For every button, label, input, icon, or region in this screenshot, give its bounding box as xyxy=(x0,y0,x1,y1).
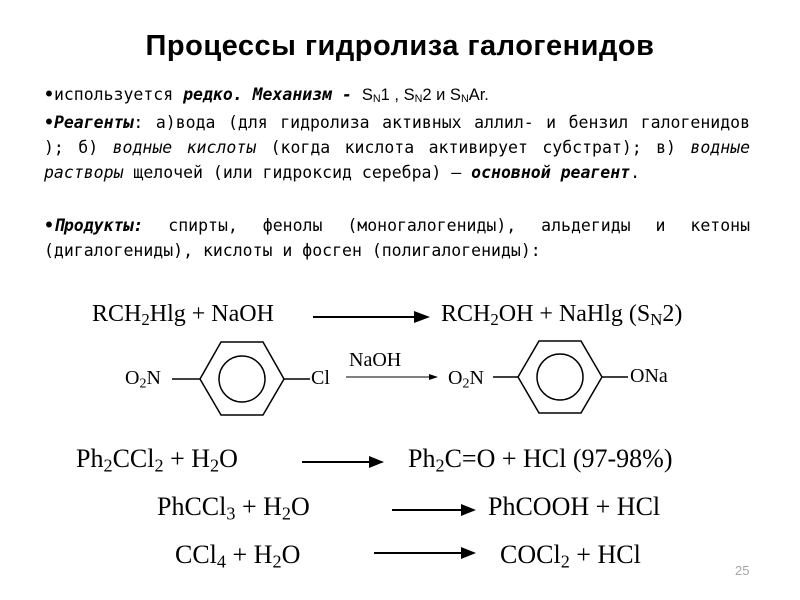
mechanism-text-a: используется xyxy=(53,85,184,104)
eq5-right: COCl$_2$ + HCl xyxy=(500,540,641,572)
sn-1: $S_N1$ , $S_N2$ и $S_NAr$. xyxy=(361,86,489,106)
products-text: спирты, фенолы (моногалогениды), альдегиды и кетоны (дигалогениды), кислоты и фосген (полигалогениды): xyxy=(44,216,750,260)
eq2-o2n-left: $O_2N$ xyxy=(125,367,161,392)
reagents-text-f: основной реагент xyxy=(471,163,631,182)
eq3-right: $Ph_2C=O$ + HCl (97-98%) xyxy=(408,444,673,476)
eq2-ona: ONa xyxy=(630,365,668,387)
reagents-text-d: водные растворы xyxy=(44,138,751,182)
eq4-right: PhCOOH + HCl xyxy=(488,492,661,521)
eq2-naoh: NaOH xyxy=(349,349,402,371)
page-number: 25 xyxy=(735,563,750,578)
mechanism-text-b: редко. Механизм - xyxy=(183,85,362,104)
eq2-o2n-right: $O_2N$ xyxy=(448,367,484,392)
eq4-left: PhCCl$_3$ + $H_2O$ xyxy=(157,492,310,524)
slide-title: Процессы гидролиза галогенидов xyxy=(145,30,655,62)
products-label: Продукты: xyxy=(53,216,144,235)
reagents-text-b: водные кислоты xyxy=(112,138,257,157)
reagents-text-c: (когда кислота активирует субстрат); в) xyxy=(256,138,691,157)
reagents-text-a: : а)вода (для гидролиза активных аллил- и бензил галогенидов ); б) xyxy=(44,113,750,157)
bullet: • xyxy=(44,113,54,132)
reagents-text-e: щелочей (или гидроксид серебра) – xyxy=(123,163,472,182)
bullet: • xyxy=(44,85,54,104)
eq1-right: $RCH_2OH + NaHlg$ $(S_N2)$ xyxy=(441,301,683,330)
eq2-cl: Cl xyxy=(311,367,330,389)
eq5-left: $CCl_4 + H_2O$ xyxy=(175,540,301,572)
bullet: • xyxy=(44,216,54,235)
reagents-text-g: . xyxy=(630,163,641,182)
eq1-left: $RCH_2Hlg$ + NaOH xyxy=(92,301,274,330)
eq3-left: $Ph_2CCl_2 + H_2O$ xyxy=(76,444,238,476)
reagents-label: Реагенты xyxy=(53,113,134,132)
